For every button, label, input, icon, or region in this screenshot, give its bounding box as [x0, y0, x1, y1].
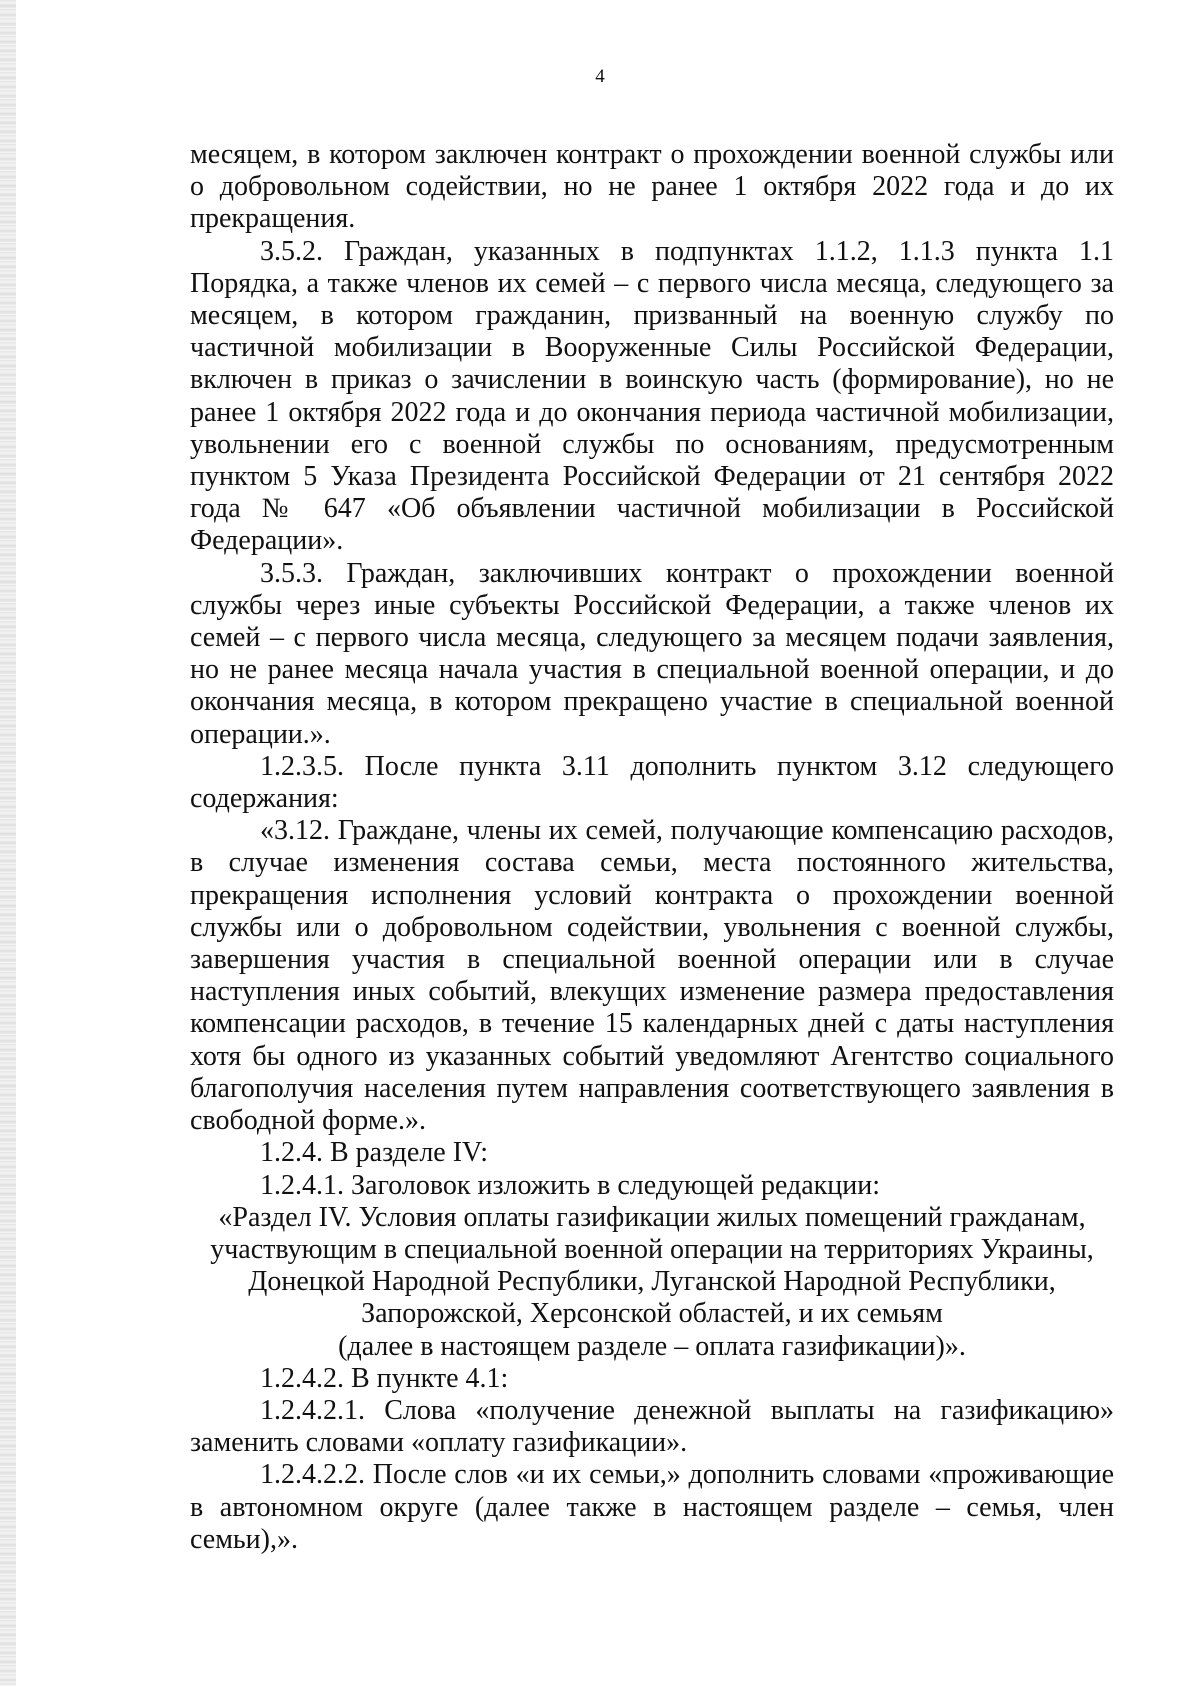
heading-line: «Раздел IV. Условия оплаты газификации жилых помещений гражданам,	[218, 1201, 1086, 1233]
page-number: 4	[595, 66, 605, 87]
heading-line: Запорожской, Херсонской областей, и их семьям	[361, 1298, 943, 1330]
paragraph-1-2-4-1: 1.2.4.1. Заголовок изложить в следующей редакции:	[260, 1169, 881, 1201]
paragraph-1-2-4: 1.2.4. В разделе IV:	[260, 1137, 488, 1169]
section-heading-quote	[190, 1202, 1114, 1363]
paragraph-1-2-4-2-2: 1.2.4.2.2. После слов «и их семьи,» дополнить словами «проживающие в автономном округе (далее также в настоящем разделе – семья, член семьи),».	[190, 1459, 1114, 1555]
paragraph-3-5-2: 3.5.2. Граждан, указанных в подпунктах 1.1.2, 1.1.3 пункта 1.1 Порядка, а также членов их семей – с первого числа месяца, следующего за месяцем, в котором гражданин, призванный на военную службу по частичной мобилизации в Вооруженные Силы Российской Федерации, включен в приказ о зачислении в воинскую часть (формирование), но не ранее 1 октября 2022 года и до окончания периода частичной мобилизации, увольнении его с военной службы по основаниям, предусмотренным пунктом 5 Указа Президента Российской Федерации от 21 сентября 2022 года № 647 «Об объявлении частичной мобилизации в Российской Федерации».	[190, 235, 1114, 557]
paragraph-3-5-3: 3.5.3. Граждан, заключивших контракт о прохождении военной службы через иные субъекты Российской Федерации, а также членов их семей – с первого числа месяца, следующего за месяцем подачи заявления, но не ранее месяца начала участия в специальной военной операции, и до окончания месяца, в котором прекращено участие в специальной военной операции.».	[190, 557, 1114, 750]
scan-edge-artifact	[0, 0, 16, 1686]
heading-line: Донецкой Народной Республики, Луганской Народной Республики,	[248, 1266, 1056, 1298]
paragraph-1-2-3-5: 1.2.3.5. После пункта 3.11 дополнить пунктом 3.12 следующего содержания:	[190, 750, 1114, 815]
document-body	[190, 139, 1114, 1556]
paragraph-3-12: «3.12. Граждане, члены их семей, получающие компенсацию расходов, в случае изменения состава семьи, места постоянного жительства, прекращения исполнения условий контракта о прохождении военной службы или о добровольном содействии, увольнения с военной службы, завершения участия в специальной военной операции или в случае наступления иных событий, влекущих изменение размера предоставления компенсации расходов, в течение 15 календарных дней с даты наступления хотя бы одного из указанных событий уведомляют Агентство социального благополучия населения путем направления соответствующего заявления в свободной форме.».	[190, 815, 1114, 1137]
paragraph-1-2-4-2-1: 1.2.4.2.1. Слова «получение денежной выплаты на газификацию» заменить словами «оплату газификации».	[190, 1394, 1114, 1459]
paragraph-continuation: месяцем, в котором заключен контракт о прохождении военной службы или о добровольном содействии, но не ранее 1 октября 2022 года и до их прекращения.	[190, 139, 1114, 235]
paragraph-1-2-4-2: 1.2.4.2. В пункте 4.1:	[260, 1362, 509, 1394]
heading-line: участвующим в специальной военной операции на территориях Украины,	[210, 1233, 1094, 1265]
heading-line: (далее в настоящем разделе – оплата газификации)».	[338, 1330, 966, 1362]
